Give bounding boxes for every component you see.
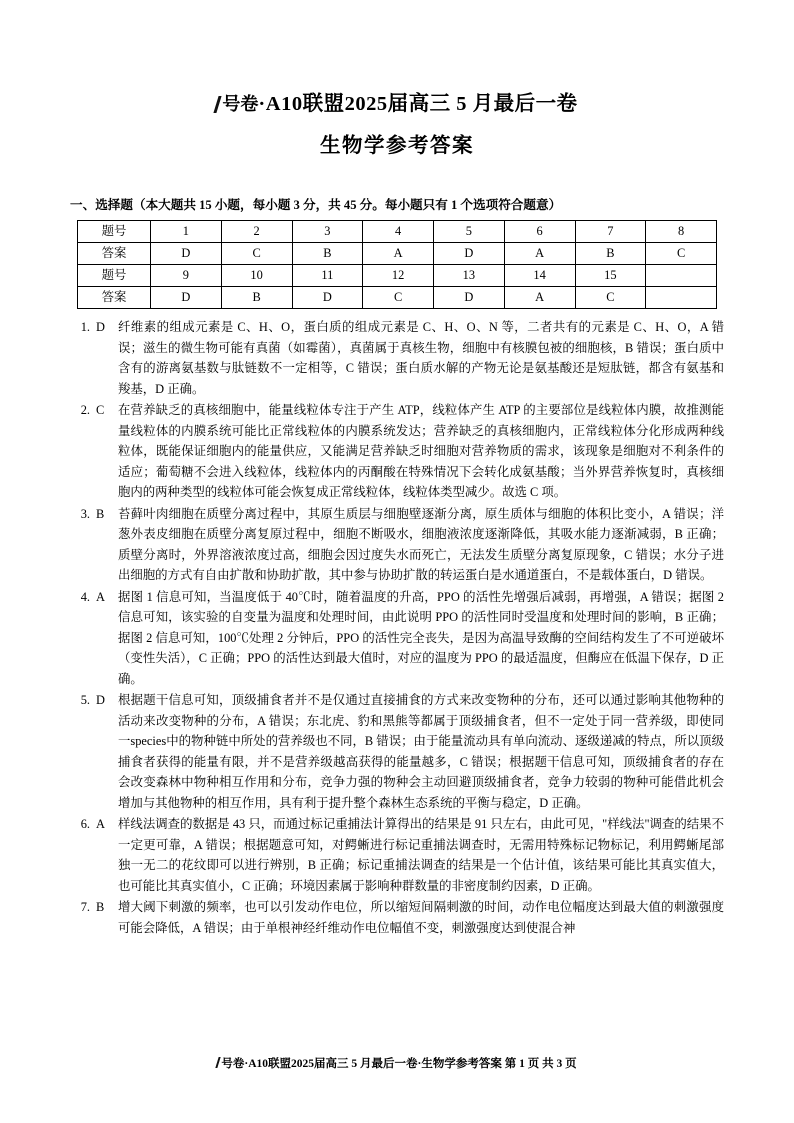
cell-q8: 8 xyxy=(646,221,717,243)
list-item xyxy=(70,504,724,586)
list-item xyxy=(70,690,724,813)
question-number: 6. xyxy=(80,817,90,831)
row-label-answer-2: 答案 xyxy=(78,287,151,309)
row-label-question: 题号 xyxy=(78,221,151,243)
table-row xyxy=(78,265,717,287)
cell-q7: 7 xyxy=(575,221,646,243)
list-item xyxy=(70,587,724,690)
question-number: 7. xyxy=(80,900,90,914)
cell-q9: 9 xyxy=(151,265,222,287)
list-item xyxy=(70,814,724,896)
cell-q11: 11 xyxy=(292,265,363,287)
list-item xyxy=(70,897,724,938)
cell-q10: 10 xyxy=(221,265,292,287)
question-answer: D xyxy=(96,320,105,334)
row-label-question-2: 题号 xyxy=(78,265,151,287)
brand-name: 号卷 xyxy=(222,94,259,114)
cell-q1: 1 xyxy=(151,221,222,243)
footer-text: 号卷·A10联盟2025届高三 5 月最后一卷·生物学参考答案 第 1 页 共 3 页 xyxy=(221,1058,577,1070)
row-label-answer: 答案 xyxy=(78,243,151,265)
cell-a12: C xyxy=(363,287,434,309)
question-number: 3. xyxy=(80,506,90,521)
cell-a1: D xyxy=(151,243,222,265)
cell-q6: 6 xyxy=(504,221,575,243)
cell-a5: D xyxy=(434,243,505,265)
cell-q13: 13 xyxy=(434,265,505,287)
table-row xyxy=(78,243,717,265)
question-number: 1. xyxy=(80,320,90,334)
question-answer: C xyxy=(96,403,105,417)
cell-q-empty xyxy=(646,265,717,287)
explanation-list xyxy=(70,317,724,938)
cell-a11: D xyxy=(292,287,363,309)
list-item xyxy=(70,400,724,503)
cell-a9: D xyxy=(151,287,222,309)
question-answer: A xyxy=(96,589,105,604)
cell-a10: B xyxy=(221,287,292,309)
cell-a6: A xyxy=(504,243,575,265)
list-item xyxy=(70,317,724,399)
question-number: 5. xyxy=(80,693,90,707)
cell-a3: B xyxy=(292,243,363,265)
question-answer: A xyxy=(96,817,105,831)
page-title xyxy=(216,86,577,116)
question-explanation: 在营养缺乏的真核细胞中，能量线粒体专注于产生 ATP，线粒体产生 ATP 的主要部位是线粒体内膜，故推测能量线粒体的内膜系统可能比正常线粒体的内膜系统发达；营养缺乏的真核细胞内，正常线粒体分化形成两种线粒体，既能保证细胞内的能量供应，又能满足营养缺乏时细胞对营养物质的需求，该现象是细胞对不利条件的适应；葡萄糖不会进入线粒体，线粒体内的丙酮酸在特殊情况下会转化成氨基酸；当外界营养恢复时，真核细胞内的两种类型的线粒体可能会恢复成正常线粒体，线粒体类型减少。故选 C 项。 xyxy=(118,403,724,499)
cell-q4: 4 xyxy=(363,221,434,243)
cell-q5: 5 xyxy=(434,221,505,243)
question-number: 4. xyxy=(80,589,90,604)
question-explanation: 样线法调查的数据是 43 只，而通过标记重捕法计算得出的结果是 91 只左右，由此可见，"样线法"调查的结果不一定更可靠，A 错误；根据题意可知，对鳄蜥进行标记重捕法调查时，无需用特殊标记物标记，利用鳄蜥尾部独一无二的花纹即可以进行辨别，B 正确；标记重捕法调查的结果是一个估计值，该结果可能比其真实值大，也可能比其真实值小，C 正确；环境因素属于影响种群数量的非密度制约因素，D 正确。 xyxy=(118,817,724,893)
slash-mark-icon xyxy=(216,94,221,117)
section-heading-choice: 一、选择题（本大题共 15 小题，每小题 3 分，共 45 分。每小题只有 1 个选项符合题意） xyxy=(70,198,562,212)
question-explanation: 纤维素的组成元素是 C、H、O，蛋白质的组成元素是 C、H、O、N 等，二者共有的元素是 C、H、O，A 错误；滋生的微生物可能有真菌（如霉菌），真菌属于真核生物，细胞中有核膜包被的细胞核，B 错误；蛋白质中含有的游离氨基数与肽链数不一定相等，C 错误；蛋白质水解的产物无论是氨基酸还是短肽链，都含有氨基和羧基，D 正确。 xyxy=(118,320,724,396)
table-row xyxy=(78,287,717,309)
cell-a2: C xyxy=(221,243,292,265)
cell-a7: B xyxy=(575,243,646,265)
answer-table xyxy=(77,220,717,309)
question-explanation: 增大阈下刺激的频率，也可以引发动作电位，所以缩短间隔刺激的时间，动作电位幅度达到最大值的刺激强度可能会降低，A 错误；由于单根神经纤维动作电位幅值不变，刺激强度达到使混合神 xyxy=(118,900,724,935)
question-answer: D xyxy=(96,693,105,707)
cell-a-empty xyxy=(646,287,717,309)
question-explanation: 苔藓叶肉细胞在质壁分离过程中，其原生质层与细胞壁逐渐分离，原生质体与细胞的体积比变小，A 错误；洋葱外表皮细胞在质壁分离复原过程中，细胞不断吸水，细胞液浓度逐渐降低，其吸水能力逐渐减弱，B 正确；质壁分离时，外界溶液浓度过高，细胞会因过度失水而死亡，无法发生质壁分离复原现象，C 错误；水分子进出细胞的方式有自由扩散和协助扩散，其中参与协助扩散的转运蛋白是水通道蛋白，不是载体蛋白，D 错误。 xyxy=(118,506,724,582)
question-explanation: 据图 1 信息可知，当温度低于 40℃时，随着温度的升高，PPO 的活性先增强后减弱，再增强，A 错误；据图 2 信息可知，该实验的自变量为温度和处理时间，由此说明 PPO 的活性同时受温度和处理时间的影响，B 正确；据图 2 信息可知，100℃处理 2 分钟后，PPO 的活性完全丧失，是因为高温导致酶的空间结构发生了不可逆破坏（变性失活），C 正确；PPO 的活性达到最大值时，对应的温度为 PPO 的最适温度，但酶应在低温下保存，D 正确。 xyxy=(118,589,724,686)
cell-a8: C xyxy=(646,243,717,265)
cell-a4: A xyxy=(363,243,434,265)
cell-q3: 3 xyxy=(292,221,363,243)
cell-q2: 2 xyxy=(221,221,292,243)
cell-a13: D xyxy=(434,287,505,309)
table-row xyxy=(78,221,717,243)
cell-q15: 15 xyxy=(575,265,646,287)
cell-q12: 12 xyxy=(363,265,434,287)
cell-a14: A xyxy=(504,287,575,309)
question-answer: B xyxy=(96,900,105,914)
title-main: ·A10联盟2025届高三 5 月最后一卷 xyxy=(258,93,578,115)
question-number: 2. xyxy=(80,403,90,417)
page-footer xyxy=(0,1055,794,1071)
document-title-block xyxy=(70,86,724,158)
cell-a15: C xyxy=(575,287,646,309)
subject-title: 生物学参考答案 xyxy=(320,135,474,157)
question-answer: B xyxy=(96,506,105,521)
question-explanation: 根据题干信息可知，顶级捕食者并不是仅通过直接捕食的方式来改变物种的分布，还可以通过影响其他物种的活动来改变物种的分布，A 错误；东北虎、豹和黑熊等都属于顶级捕食者，但不一定处于同一营养级，即使同一species中的物种链中所处的营养级也不同，B 错误；由于能量流动具有单向流动、逐级递减的特点，所以顶级捕食者获得的能量有限，并不是营养级越高获得的能量越多，C 错误；根据题干信息可知，顶级捕食者的存在会改变森林中物种相互作用和分布，竞争力强的物种会主动回避顶级捕食者，竞争力较弱的物种可能借此机会增加与其他物种的相互作用，具有利于提升整个森林生态系统的平衡与稳定，D 正确。 xyxy=(118,693,724,810)
cell-q14: 14 xyxy=(504,265,575,287)
